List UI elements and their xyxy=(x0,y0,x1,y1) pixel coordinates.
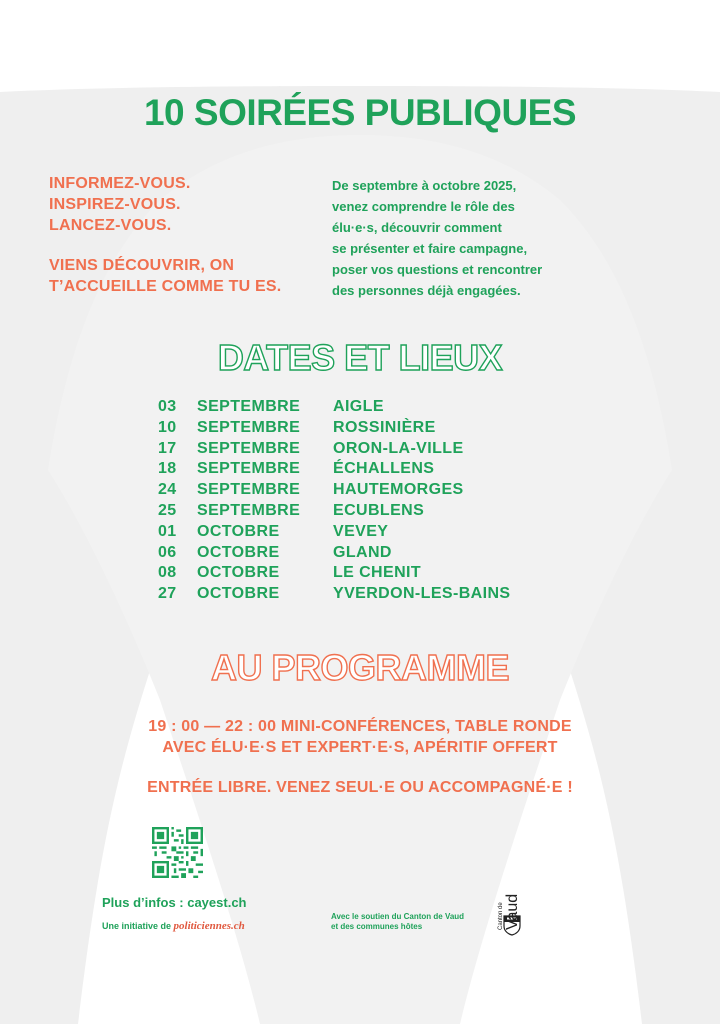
date-place: YVERDON-LES-BAINS xyxy=(333,585,511,603)
date-day: 25 xyxy=(158,501,177,519)
date-place: ÉCHALLENS xyxy=(333,460,435,478)
intro-line: T’ACCUEILLE COMME TU ES. xyxy=(49,278,282,295)
description-line: venez comprendre le rôle des xyxy=(332,199,515,214)
date-day: 18 xyxy=(158,460,177,478)
date-place: LE CHENIT xyxy=(333,564,422,582)
date-month: OCTOBRE xyxy=(197,585,280,603)
description-line: se présenter et faire campagne, xyxy=(332,241,528,256)
vaud-big-text: Vaud xyxy=(504,893,521,930)
more-info-link[interactable]: Plus d’infos : cayest.ch xyxy=(102,895,247,910)
date-month: OCTOBRE xyxy=(197,564,280,582)
intro-line: VIENS DÉCOUVRIR, ON xyxy=(49,257,235,274)
date-month: SEPTEMBRE xyxy=(197,501,301,519)
support-line: Avec le soutien du Canton de Vaud xyxy=(331,912,465,921)
date-place: VEVEY xyxy=(333,522,389,540)
date-month: OCTOBRE xyxy=(197,522,280,540)
support-line: et des communes hôtes xyxy=(331,922,423,931)
date-place: HAUTEMORGES xyxy=(333,481,464,499)
intro-description xyxy=(332,175,582,301)
intro-line: INSPIREZ-VOUS. xyxy=(49,196,181,213)
date-month: SEPTEMBRE xyxy=(197,418,301,436)
description-line: des personnes déjà engagées. xyxy=(332,283,521,298)
date-day: 27 xyxy=(158,585,177,603)
support-credit xyxy=(331,912,464,932)
date-month: SEPTEMBRE xyxy=(197,460,301,478)
date-place: ORON-LA-VILLE xyxy=(333,439,464,457)
date-place: GLAND xyxy=(333,543,392,561)
politiciennes-logo: politiciennes.ch xyxy=(173,920,245,932)
date-day: 10 xyxy=(158,418,177,436)
date-day: 01 xyxy=(158,522,177,540)
description-line: De septembre à octobre 2025, xyxy=(332,178,517,193)
entry-note: ENTRÉE LIBRE. VENEZ SEUL·E OU ACCOMPAGNÉ·E ! xyxy=(147,779,573,796)
program-heading: AU PROGRAMME xyxy=(211,647,509,688)
date-month: SEPTEMBRE xyxy=(197,439,301,457)
initiative-prefix: Une initiative de xyxy=(102,921,172,931)
description-line: élu·e·s, découvrir comment xyxy=(332,220,502,235)
date-day: 17 xyxy=(158,439,177,457)
program-description xyxy=(0,716,720,758)
date-day: 08 xyxy=(158,564,177,582)
vaud-small-text: Canton de xyxy=(498,902,504,930)
date-place: AIGLE xyxy=(333,398,384,415)
date-month: OCTOBRE xyxy=(197,543,280,561)
intro-line: INFORMEZ-VOUS. xyxy=(49,175,191,192)
date-month: SEPTEMBRE xyxy=(197,398,301,415)
canton-vaud-logo xyxy=(498,866,522,930)
date-place: ROSSINIÈRE xyxy=(333,418,436,436)
date-place: ECUBLENS xyxy=(333,501,425,519)
description-line: poser vos questions et rencontrer xyxy=(332,262,543,277)
date-day: 06 xyxy=(158,543,177,561)
qr-code[interactable] xyxy=(152,827,203,878)
program-line: AVEC ÉLU·E·S ET EXPERT·E·S, APÉRITIF OFFERT xyxy=(162,739,558,756)
program-line: 19 : 00 — 22 : 00 MINI-CONFÉRENCES, TABLE RONDE xyxy=(148,718,572,735)
initiative-credit xyxy=(102,920,245,932)
date-month: SEPTEMBRE xyxy=(197,481,301,499)
intro-line: LANCEZ-VOUS. xyxy=(49,217,172,234)
dates-heading: DATES ET LIEUX xyxy=(217,337,503,378)
intro-callout xyxy=(49,173,281,297)
date-day: 03 xyxy=(158,398,177,415)
date-day: 24 xyxy=(158,481,177,499)
page-title: 10 SOIRÉES PUBLIQUES xyxy=(143,92,577,133)
